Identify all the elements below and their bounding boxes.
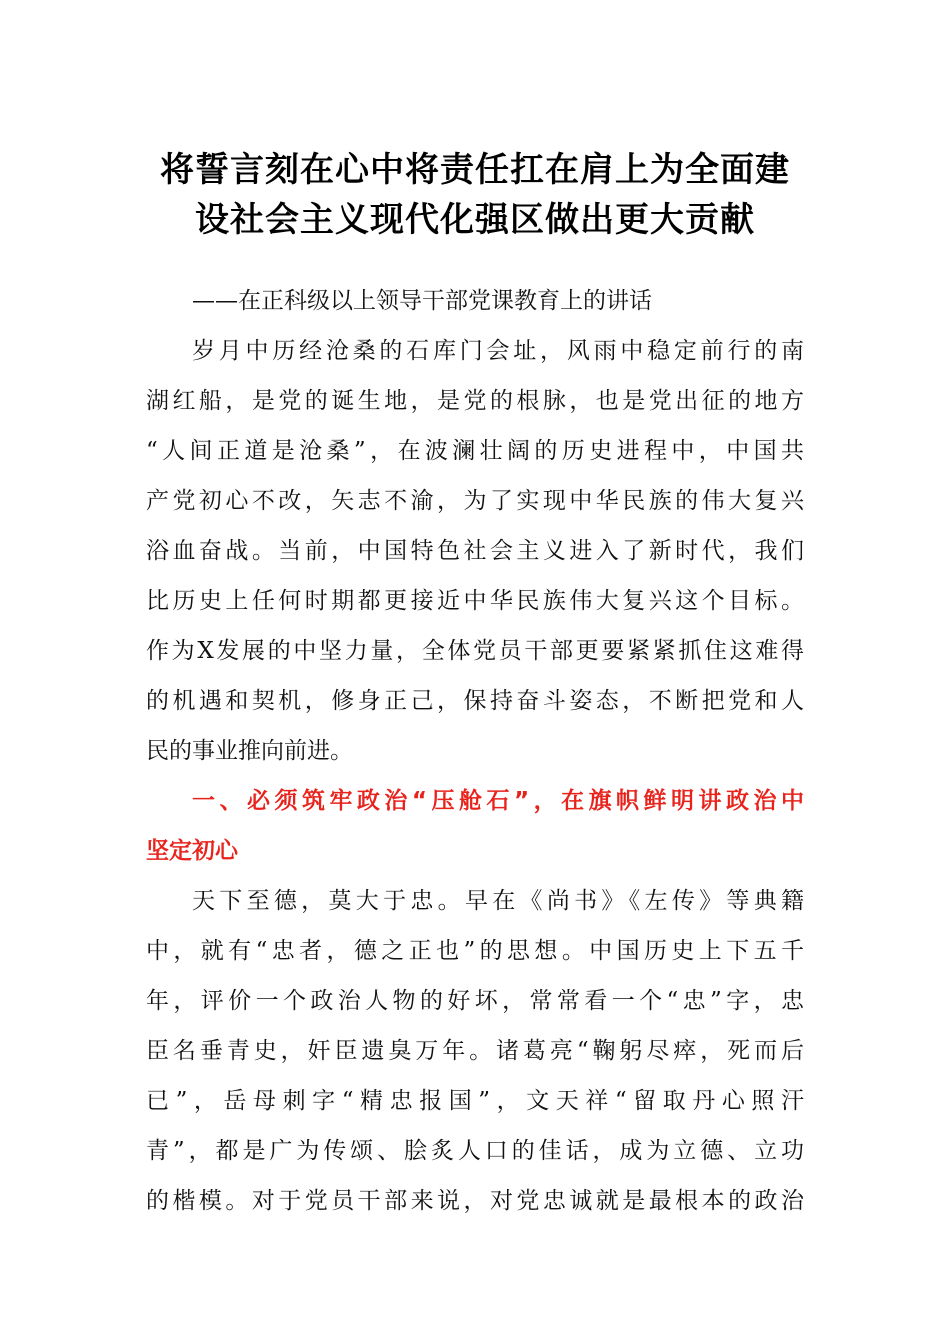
intro-line: 比历史上任何时期都更接近中华民族伟大复兴这个目标。 — [146, 588, 804, 614]
intro-line: 湖红船，是党的诞生地，是党的根脉，也是党出征的地方 — [146, 388, 804, 414]
intro-line: 浴血奋战。当前，中国特色社会主义进入了新时代，我们 — [146, 538, 804, 564]
intro-line: 岁月中历经沧桑的石库门会址，风雨中稳定前行的南 — [192, 338, 804, 364]
paragraph-line: 年，评价一个政治人物的好坏，常常看一个“忠”字，忠 — [146, 988, 804, 1014]
paragraph-line: 青”，都是广为传颂、脍炙人口的佳话，成为立德、立功 — [146, 1138, 804, 1164]
intro-line: 的机遇和契机，修身正己，保持奋斗姿态，不断把党和人 — [146, 688, 804, 714]
intro-line: “人间正道是沧桑”，在波澜壮阔的历史进程中，中国共 — [146, 438, 804, 464]
document-body — [146, 276, 804, 1226]
section-heading-line-1: 一、必须筑牢政治“压舱石”，在旗帜鲜明讲政治中 — [192, 788, 804, 814]
intro-line: 作为X发展的中坚力量，全体党员干部更要紧紧抓住这难得 — [146, 638, 804, 664]
intro-line: 民的事业推向前进。 — [146, 738, 353, 764]
paragraph-line: 天下至德，莫大于忠。早在《尚书》《左传》等典籍 — [192, 888, 804, 914]
paragraph-line: 中，就有“忠者，德之正也”的思想。中国历史上下五千 — [146, 938, 804, 964]
paragraph-line: 臣名垂青史，奸臣遗臭万年。诸葛亮“鞠躬尽瘁，死而后 — [146, 1038, 804, 1064]
paragraph-line: 已”，岳母刺字“精忠报国”，文天祥“留取丹心照汗 — [146, 1088, 804, 1114]
intro-line: 产党初心不改，矢志不渝，为了实现中华民族的伟大复兴 — [146, 488, 804, 514]
title-line-2: 设社会主义现代化强区做出更大贡献 — [195, 200, 755, 240]
document-title — [140, 145, 810, 245]
title-line-1: 将誓言刻在心中将责任扛在肩上为全面建 — [160, 150, 790, 190]
section-heading-line-2: 坚定初心 — [146, 838, 238, 864]
paragraph-line: 的楷模。对于党员干部来说，对党忠诚就是最根本的政治 — [146, 1188, 804, 1214]
subtitle: ——在正科级以上领导干部党课教育上的讲话 — [192, 288, 652, 314]
